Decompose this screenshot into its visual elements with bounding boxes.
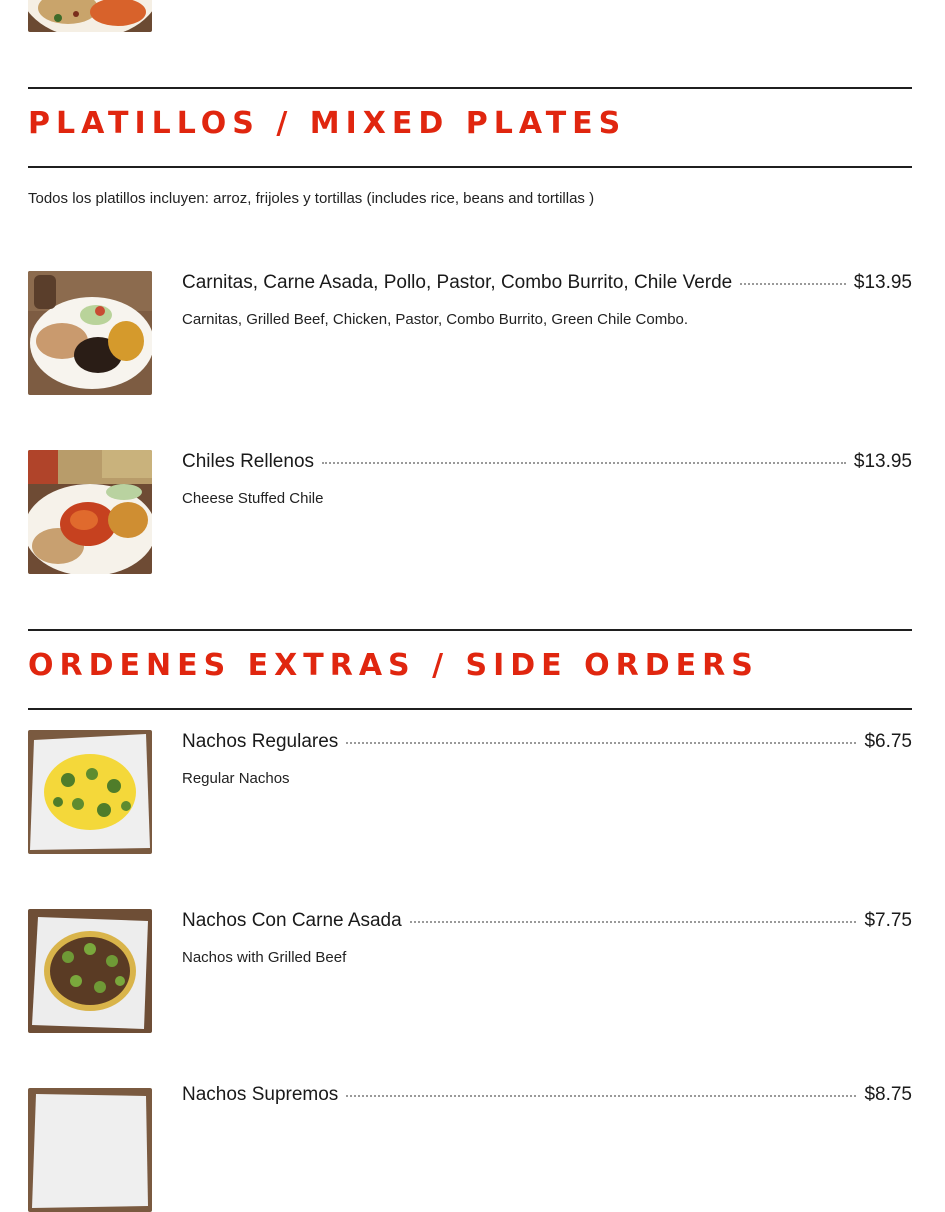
item-name: Carnitas, Carne Asada, Pollo, Pastor, Combo Burrito, Chile Verde [182, 272, 733, 293]
dotted-leader [322, 462, 846, 464]
section-top-rule [28, 87, 912, 89]
section-top-rule [28, 629, 912, 631]
item-price: $6.75 [864, 731, 912, 752]
item-description: Cheese Stuffed Chile [182, 490, 324, 507]
item-description: Nachos with Grilled Beef [182, 949, 347, 966]
menu-item-chiles-rellenos[interactable] [182, 451, 912, 473]
section-bottom-rule [28, 166, 912, 168]
menu-item-nachos-supremos[interactable] [182, 1084, 912, 1106]
item-price: $13.95 [853, 272, 912, 293]
menu-item-nachos-regulares[interactable] [182, 731, 912, 753]
dotted-leader [346, 1095, 856, 1097]
menu-item-image-nachos-regulares[interactable] [28, 730, 152, 854]
menu-item-image-nachos-supremos[interactable] [28, 1088, 152, 1212]
item-price: $8.75 [864, 1084, 912, 1105]
menu-item-nachos-carne-asada[interactable] [182, 910, 912, 932]
menu-item-mixed-plates[interactable] [182, 272, 912, 294]
item-price: $13.95 [853, 451, 912, 472]
item-description: Regular Nachos [182, 770, 290, 787]
menu-item-image-previous[interactable] [28, 0, 152, 32]
dotted-leader [740, 283, 846, 285]
item-name: Nachos Supremos [182, 1084, 339, 1105]
item-description: Carnitas, Grilled Beef, Chicken, Pastor, Combo Burrito, Green Chile Combo. [182, 311, 689, 328]
section-bottom-rule [28, 708, 912, 710]
section-title-mixed-plates: PLATILLOS / MIXED PLATES [28, 106, 627, 141]
item-name: Nachos Con Carne Asada [182, 910, 402, 931]
menu-item-image-mixed-plate[interactable] [28, 271, 152, 395]
dotted-leader [410, 921, 857, 923]
item-name: Chiles Rellenos [182, 451, 315, 472]
dotted-leader [346, 742, 856, 744]
item-price: $7.75 [864, 910, 912, 931]
menu-item-image-chiles-rellenos[interactable] [28, 450, 152, 574]
menu-item-image-nachos-carne-asada[interactable] [28, 909, 152, 1033]
section-note: Todos los platillos incluyen: arroz, frijoles y tortillas (includes rice, beans and tortillas ) [28, 190, 595, 207]
section-title-side-orders: ORDENES EXTRAS / SIDE ORDERS [28, 648, 759, 683]
item-name: Nachos Regulares [182, 731, 339, 752]
